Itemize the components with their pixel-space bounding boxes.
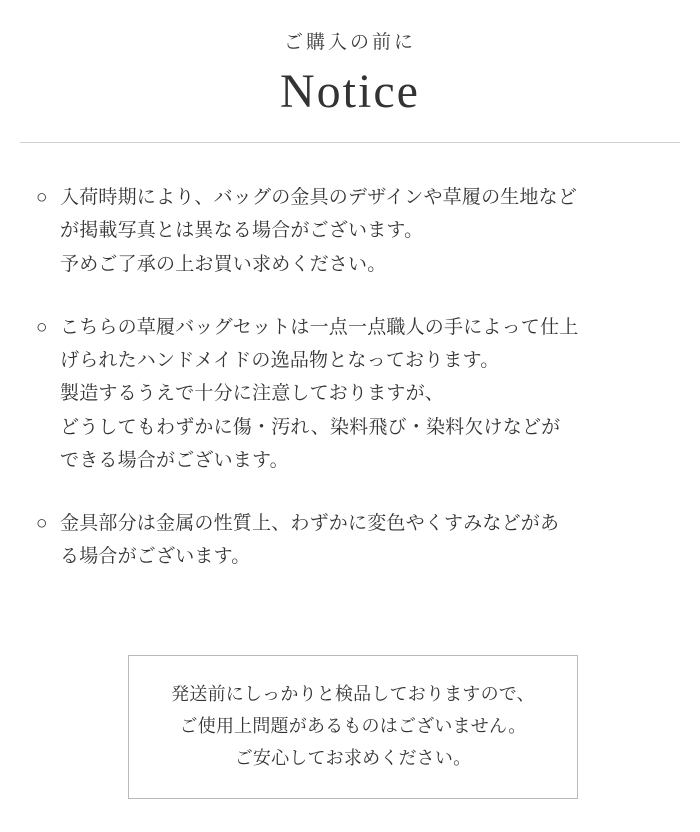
inspection-notice-box	[128, 655, 578, 799]
note-line: 製造するうえで十分に注意しておりますが、	[60, 383, 445, 405]
note-line: できる場合がございます。	[60, 449, 289, 471]
list-item	[36, 181, 664, 281]
list-item	[36, 311, 664, 477]
bullet-circle-icon: ○	[36, 316, 48, 338]
note-line: 入荷時期により、バッグの金具のデザインや草履の生地など	[60, 187, 578, 209]
note-line: げられたハンドメイドの逸品物となっております。	[60, 350, 500, 372]
notice-box-line: ご使用上問題があるものはございません。	[179, 716, 527, 737]
note-line: どうしてもわずかに傷・汚れ、染料飛び・染料欠けなどが	[60, 416, 561, 438]
bullet-circle-icon: ○	[36, 513, 48, 535]
note-line: こちらの草履バッグセットは一点一点職人の手によって仕上	[60, 316, 579, 338]
header-subtitle: ご購入の前に	[283, 32, 416, 53]
page-header	[0, 0, 700, 143]
note-line: 金具部分は金属の性質上、わずかに変色やくすみなどがあ	[60, 513, 560, 535]
list-item	[36, 507, 664, 574]
note-line: 予めご了承の上お買い求めください。	[60, 253, 387, 275]
note-line: る場合がございます。	[60, 546, 251, 568]
note-text	[60, 311, 664, 477]
bullet-circle-icon: ○	[36, 187, 48, 209]
note-text	[60, 181, 664, 281]
note-line: が掲載写真とは異なる場合がございます。	[60, 220, 424, 242]
page-title: Notice	[280, 64, 420, 118]
notice-box-line: 発送前にしっかりと検品しておりますので、	[171, 684, 535, 704]
note-text	[60, 507, 664, 574]
notice-box-line: ご安心してお求めください。	[234, 748, 472, 769]
notes-list	[0, 143, 700, 574]
